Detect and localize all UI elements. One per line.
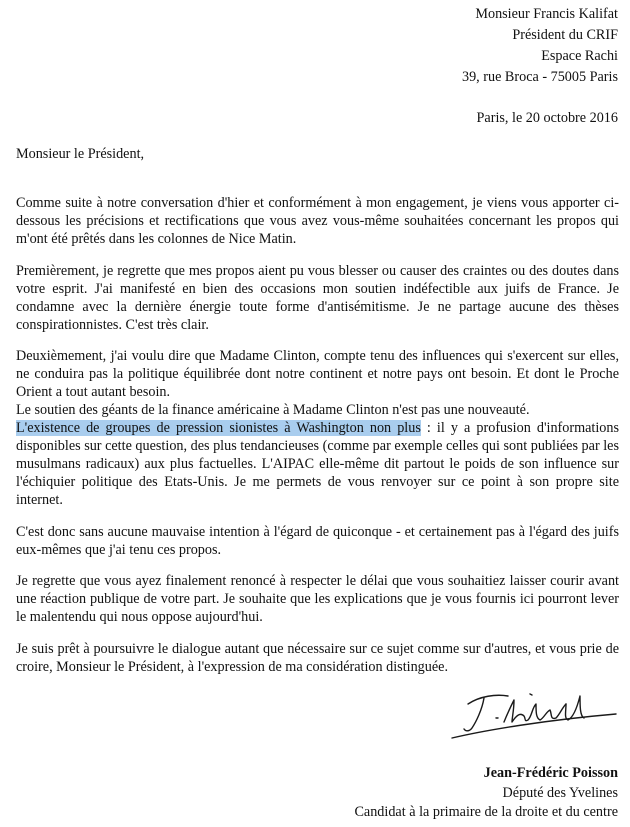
sender-block [354,764,618,823]
recipient-title: Président du CRIF [512,27,618,43]
letter-body [16,194,619,689]
paragraph-5: Je regrette que vous ayez finalement renoncé à respecter le délai que vous souhaitiez laisser courir avant une réaction publique de votre part. Je souhaite que les explications que je vous fournis ici pourront lever le malentendu qui nous oppose aujourd'hui. [16,573,619,625]
handwritten-signature-icon [446,682,622,742]
letter-date: Paris, le 20 octobre 2016 [476,110,618,126]
paragraph-1: Comme suite à notre conversation d'hier et conformément à mon engagement, je viens vous apporter ci-dessous les précisions et rectifications que vous avez vous-même souhaitées concernant les propos qui m'ont été prêtés dans les colonnes de Nice Matin. [16,195,619,247]
sender-name: Jean-Frédéric Poisson [483,765,618,781]
paragraph-3b: Le soutien des géants de la finance américaine à Madame Clinton n'est pas une nouveauté. [16,402,530,418]
paragraph-3c [16,419,619,509]
salutation: Monsieur le Président, [16,146,145,162]
highlighted-text[interactable]: L'existence de groupes de pression sionistes à Washington non plus [16,420,421,436]
recipient-place: Espace Rachi [541,48,618,64]
paragraph-4: C'est donc sans aucune mauvaise intention à l'égard de quiconque - et certainement pas à l'égard des juifs eux-mêmes que j'ai tenu ces propos. [16,523,619,558]
paragraph-6: Je suis prêt à poursuivre le dialogue autant que nécessaire sur ce sujet comme sur d'autres, et vous prie de croire, Monsieur le Président, à l'expression de ma considération distinguée. [16,640,619,675]
sender-role: Député des Yvelines [502,784,618,801]
paragraph-3c-rest: : il y a profusion d'informations disponibles sur cette question, des plus tendancieuses (comme par exemple celles qui sont publiées par les musulmans radicaux) aux plus factuelles. L'AIPAC elle-même dit partout le poids de son influence sur l'échiquier politique des Etats-Unis. Je me permets de vous renvoyer sur ce point à son propre site internet. [16,420,620,508]
sender-candidacy: Candidat à la primaire de la droite et du centre [354,804,618,820]
recipient-block [462,4,618,88]
paragraph-3a: Deuxièmement, j'ai voulu dire que Madame Clinton, compte tenu des influences qui s'exercent sur elles, ne conduira pas la politique équilibrée dont notre continent et notre pays ont besoin. Et dont le Proche Orient a tout autant besoin. [16,348,619,400]
paragraph-2: Premièrement, je regrette que mes propos aient pu vous blesser ou causer des craintes ou des doutes dans votre esprit. J'ai manifesté en bien des occasions mon soutien indéfectible aux juifs de France. Je condamne avec la dernière énergie toute forme d'antisémitisme. Je ne partage aucune des thèses conspirationnistes. C'est très clair. [16,262,619,333]
recipient-address: 39, rue Broca - 75005 Paris [461,69,618,85]
recipient-name: Monsieur Francis Kalifat [475,6,618,22]
